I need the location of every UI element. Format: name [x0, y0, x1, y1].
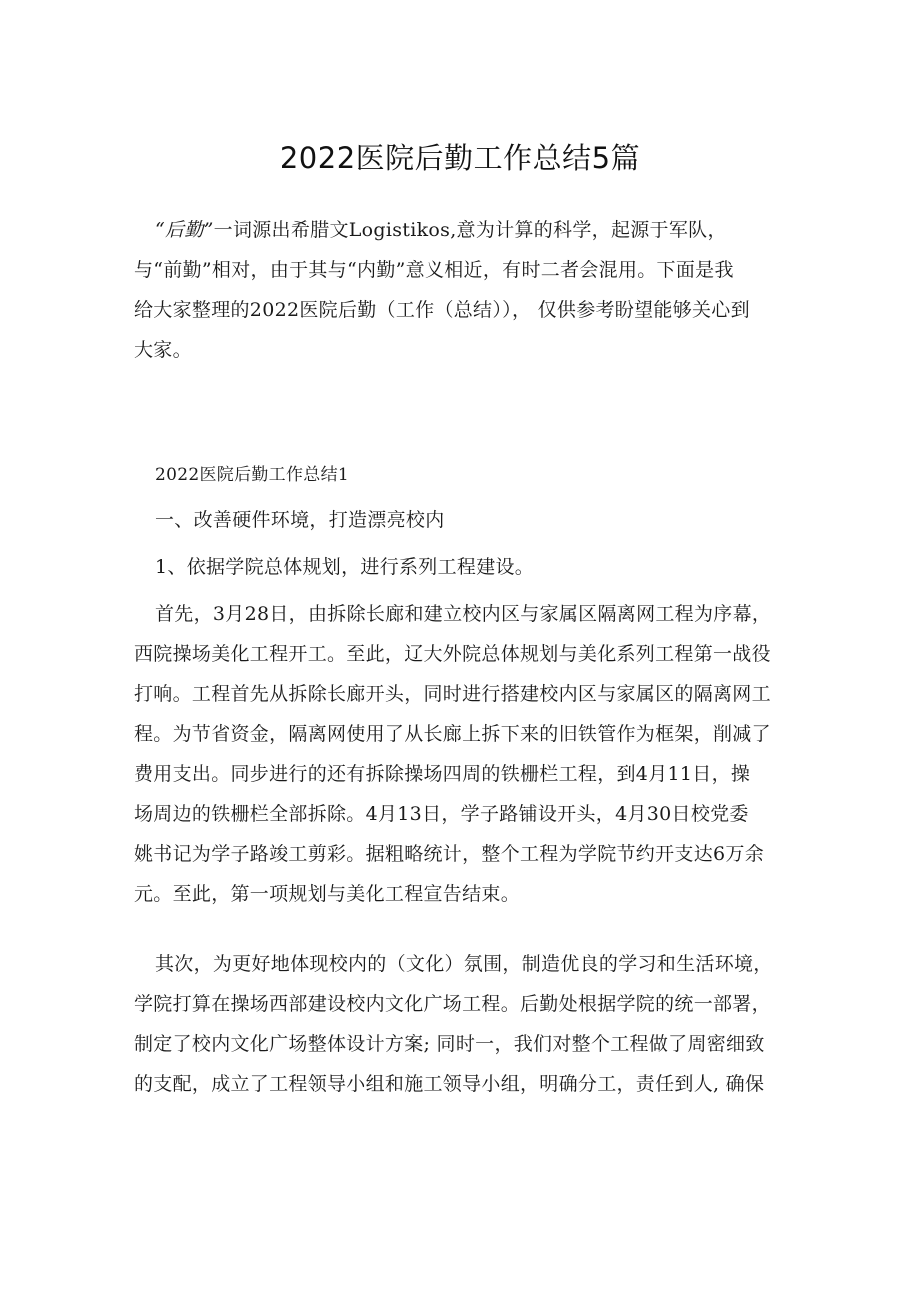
intro-line-3: 给大家整理的2022医院后勤（工作（总结））， 仅供参考盼望能够关心到 [134, 299, 750, 321]
paragraph-1 [134, 594, 794, 914]
document-title: 2022医院后勤工作总结5篇 [279, 141, 641, 175]
paragraph-line: 姚书记为学子路竣工剪彩。据粗略统计，整个工程为学院节约开支达6万余 [134, 843, 764, 865]
paragraph-line: 程。为节省资金，隔离网使用了从长廊上拆下来的旧铁管作为框架，削减了 [134, 723, 771, 745]
section-heading: 一、改善硬件环境，打造漂亮校内 [155, 509, 445, 531]
paragraph-line: 元。至此，第一项规划与美化工程宣告结束。 [134, 883, 521, 905]
paragraph-line: 场周边的铁栅栏全部拆除。4月13日，学子路铺设开头，4月30日校党委 [134, 803, 749, 825]
paragraph-line: 打响。工程首先从拆除长廊开头，同时进行搭建校内区与家属区的隔离网工 [134, 683, 771, 705]
intro-quote: “后勤” [155, 219, 214, 241]
section-title: 2022医院后勤工作总结1 [155, 465, 349, 485]
intro-line-2: 与“前勤”相对，由于其与“内勤”意义相近，有时二者会混用。下面是我 [134, 259, 734, 281]
intro-line-1 [134, 210, 794, 250]
paragraph-line: 学院打算在操场西部建设校内文化广场工程。后勤处根据学院的统一部署， [134, 993, 771, 1015]
intro-line-4: 大家。 [134, 339, 192, 361]
intro-paragraph [134, 210, 794, 370]
paragraph-line: 制定了校内文化广场整体设计方案; 同时一，我们对整个工程做了周密细致 [134, 1033, 765, 1055]
paragraph-line: 其次，为更好地体现校内的（文化）氛围，制造优良的学习和生活环境， [155, 953, 773, 975]
paragraph-line: 费用支出。同步进行的还有拆除操场四周的铁栅栏工程，到4月11日，操 [134, 763, 751, 785]
paragraph-line: 的支配，成立了工程领导小组和施工领导小组，明确分工，责任到人, 确保 [134, 1073, 765, 1095]
section-item: 1、依据学院总体规划，进行系列工程建设。 [155, 556, 535, 578]
intro-text: 一词源出希腊文Logistikos,意为计算的科学，起源于军队， [213, 219, 727, 241]
paragraph-2 [134, 944, 794, 1104]
paragraph-line: 首先，3月28日，由拆除长廊和建立校内区与家属区隔离网工程为序幕， [155, 603, 772, 625]
paragraph-line: 西院操场美化工程开工。至此，辽大外院总体规划与美化系列工程第一战役 [134, 643, 771, 665]
